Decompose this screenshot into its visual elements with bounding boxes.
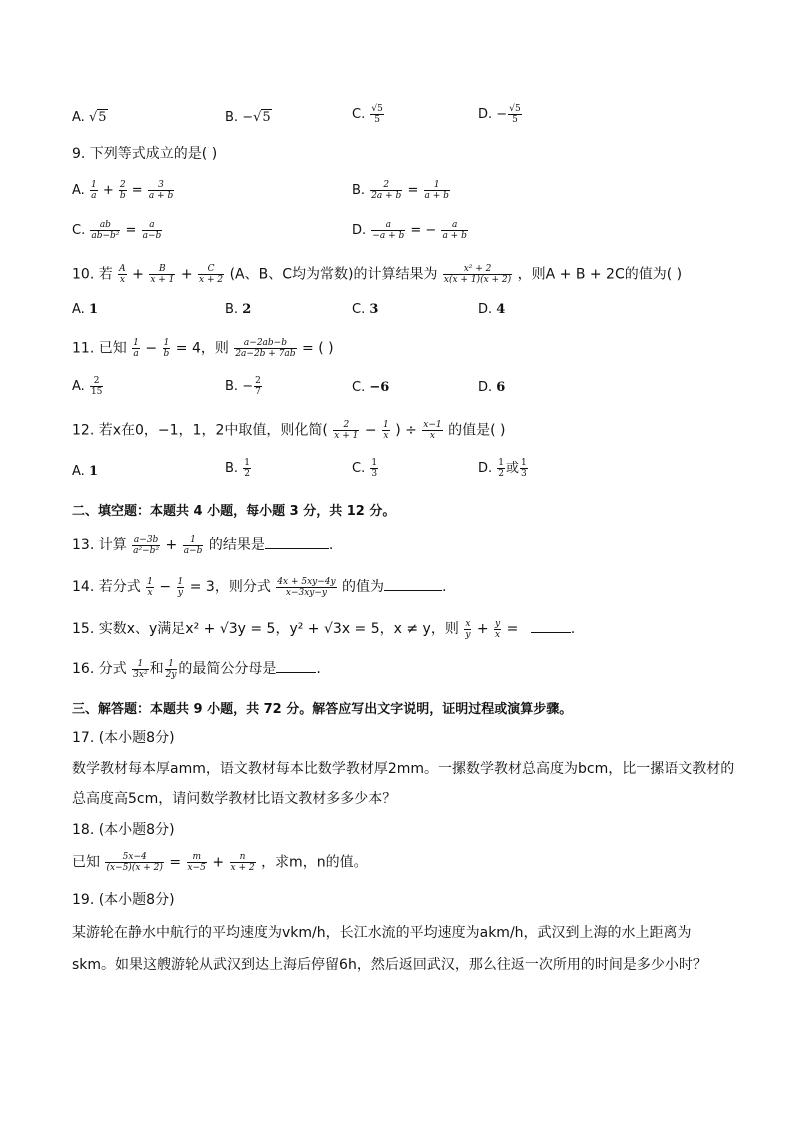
q12-option-c: C. $\frac{1}{3}$ — [352, 458, 378, 479]
q11-option-a: A. $\frac{2}{15}$ — [72, 376, 103, 397]
q17-line-2: 总高度高5cm，请问数学教材比语文教材多多少本？ — [72, 791, 397, 807]
answer-blank[interactable] — [384, 576, 442, 591]
q17-line-1: 数学教材每本厚amm，语文教材每本比数学教材厚2mm。一摞数学教材总高度为bcm，比一摞语文教材的 — [72, 761, 735, 777]
q9-option-d: D. $\frac{a}{-a + b}$ = − $\frac{a}{a + b}$ — [352, 220, 467, 241]
q8-option-a: A. √5 — [72, 108, 108, 128]
q14-stem: 14. 若分式 $\frac{1}{x}$ − $\frac{1}{y}$ = 3，则分式 $\frac{4x + 5xy-4y}{x-3xy-y}$ 的值为 . — [72, 576, 447, 598]
q8-option-d: D. − $\frac{√5}{5}$ — [478, 104, 521, 125]
q17-heading: 17. (本小题8分) — [72, 730, 175, 746]
q10-stem: 10. 若 $\frac{A}{x}$ + $\frac{B}{x + 1}$ + $\frac{C}{x + 2}$ (A、B、C均为常数)的计算结果为 $\frac{\text{x² + 2}}{x(x + 1)(x + 2)}$ ，则A + B + 2C的值为( ) — [72, 264, 683, 285]
q19-heading: 19. (本小题8分) — [72, 892, 175, 908]
answer-blank[interactable] — [265, 534, 329, 549]
q9-option-a: A. $\frac{1}{a}$ + $\frac{2}{b}$ = $\frac{3}{a + b}$ — [72, 180, 174, 201]
q16-stem: 16. 分式 $\frac{1}{\text{3x²}}$ 和 $\frac{1}{2y}$ 的最简公分母是 . — [72, 658, 321, 680]
sqrt-expression: √5 — [88, 110, 107, 125]
q11-option-d: D. 6 — [478, 380, 506, 395]
q12-option-a: A. 1 — [72, 464, 98, 479]
q8-option-b: B. −√5 — [225, 110, 271, 125]
q11-stem: 11. 已知 $\frac{1}{a}$ − $\frac{1}{b}$ = 4，则 $\frac{a-2ab-b}{2a-2b + 7ab}$ = ( ) — [72, 338, 334, 359]
q13-stem: 13. 计算 $\frac{a-3b}{\text{a²−b²}}$ + $\frac{1}{a-b}$ 的结果是 . — [72, 534, 334, 556]
q15-stem: 15. 实数x、y满足x² + √3y = 5，y² + √3x = 5，x ≠ y，则 $\frac{x}{y}$ + $\frac{y}{x}$ = . — [72, 618, 576, 640]
q10-option-b: B. 2 — [225, 302, 252, 317]
q19-line-1: 某游轮在静水中航行的平均速度为vkm/h，长江水流的平均速度为akm/h，武汉到上海的水上距离为 — [72, 925, 692, 941]
answer-blank[interactable] — [531, 618, 571, 633]
q8-option-c: C. $\frac{√5}{5}$ — [352, 104, 383, 125]
section-fill-in-heading: 二、填空题：本题共 4 小题，每小题 3 分，共 12 分。 — [72, 504, 396, 519]
q12-option-d: D. $\frac{1}{2}$ 或 $\frac{1}{3}$ — [478, 458, 527, 479]
answer-blank[interactable] — [276, 658, 316, 673]
q10-option-c: C. 3 — [352, 302, 379, 317]
q19-line-2: skm。如果这艘游轮从武汉到达上海后停留6h，然后返回武汉，那么往返一次所用的时间是多少小时？ — [72, 957, 707, 973]
q12-option-b: B. $\frac{1}{2}$ — [225, 458, 250, 479]
q12-stem: 12. 若x在0，−1，1，2中取值，则化简( $\frac{2}{x + 1}$ − $\frac{1}{x}$ ) ÷ $\frac{x-1}{x}$ 的值是( ) — [72, 420, 506, 441]
q18-stem: 已知 $\frac{5x-4}{(x-5)(x + 2)}$ = $\frac{m}{x-5}$ + $\frac{n}{x + 2}$ ，求m，n的值。 — [72, 852, 368, 873]
section-solutions-heading: 三、解答题：本题共 9 小题，共 72 分。解答应写出文字说明，证明过程或演算步骤。 — [72, 702, 573, 717]
q10-option-a: A. 1 — [72, 302, 98, 317]
q9-stem: 9. 下列等式成立的是( ) — [72, 146, 218, 162]
q9-option-b: B. $\frac{2}{2a + b}$ = $\frac{1}{a + b}$ — [352, 180, 449, 201]
q9-option-c: C. $\frac{ab}{\text{ab−b²}}$ = $\frac{a}{a-b}$ — [72, 220, 162, 241]
q11-option-b: B. − $\frac{2}{7}$ — [225, 376, 261, 397]
q18-heading: 18. (本小题8分) — [72, 822, 175, 838]
q11-option-c: C. −6 — [352, 380, 390, 395]
q10-option-d: D. 4 — [478, 302, 506, 317]
